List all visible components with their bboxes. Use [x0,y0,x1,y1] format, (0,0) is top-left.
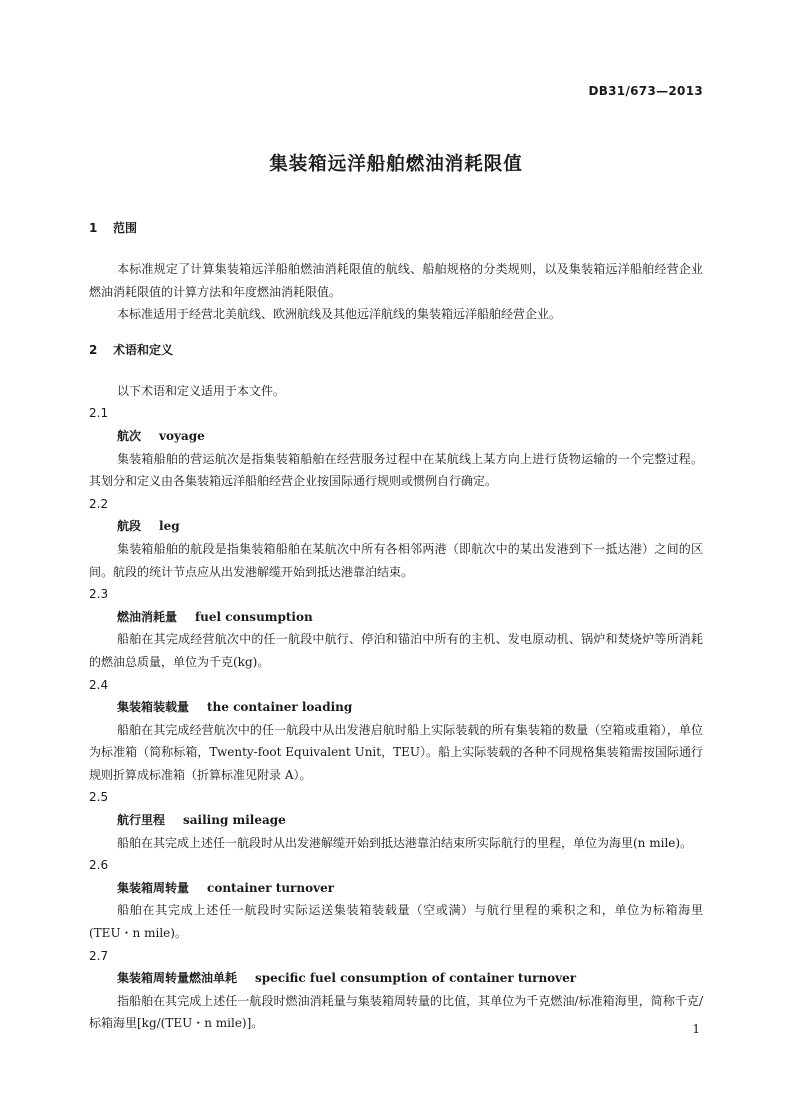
clause-number: 2.2 [89,496,109,511]
term-zh: 集装箱周转量 [117,880,190,895]
section-number: 1 [89,221,98,235]
term-heading [89,809,703,832]
term-zh: 集装箱周转量燃油单耗 [117,971,238,986]
term-entry-2-6 [89,854,703,944]
term-entry-2-1 [89,402,703,492]
term-heading [89,515,703,538]
term-entry-2-4 [89,674,703,787]
term-heading [89,606,703,629]
term-entry-2-3 [89,583,703,673]
clause-number: 2.5 [89,790,109,805]
page-number: 1 [692,1022,700,1036]
section-heading-scope [89,220,703,236]
term-definition: 船舶在其完成上述任一航段时实际运送集装箱装载量（空或满）与航行里程的乘积之和，单位为标箱海里(TEU・n mile)。 [89,903,703,941]
term-en: the container loading [207,700,353,715]
term-entry-2-5 [89,786,703,854]
term-zh: 燃油消耗量 [117,609,178,624]
scope-paragraph-1: 本标准规定了计算集装箱远洋船舶燃油消耗限值的航线、船舶规格的分类规则，以及集装箱远洋船舶经营企业燃油消耗限值的计算方法和年度燃油消耗限值。 [89,262,703,299]
term-entry-2-2 [89,493,703,583]
term-zh: 航行里程 [117,813,166,828]
section-title: 术语和定义 [113,342,174,357]
term-zh: 集装箱装载量 [117,700,190,715]
section-title: 范围 [113,221,138,235]
clause-number: 2.6 [89,858,109,873]
term-en: voyage [159,428,205,443]
term-en: container turnover [207,880,335,895]
term-definition: 集装箱船舶的营运航次是指集装箱船舶在经营服务过程中在某航线上某方向上进行货物运输的一个完整过程。其划分和定义由各集装箱远洋船舶经营企业按国际通行规则或惯例自行确定。 [89,451,703,489]
term-zh: 航次 [117,428,142,443]
term-definition: 集装箱船舶的航段是指集装箱船舶在某航次中所有各相邻两港（即航次中的某出发港到下一抵达港）之间的区间。航段的统计节点应从出发港解缆开始到抵达港靠泊结束。 [89,541,703,579]
term-heading [89,425,703,448]
term-zh: 航段 [117,519,142,534]
terms-intro: 以下术语和定义适用于本文件。 [117,383,286,398]
clause-number: 2.7 [89,948,109,963]
term-en: leg [159,519,180,534]
term-en: fuel consumption [195,609,313,624]
clause-number: 2.3 [89,587,109,602]
term-heading [89,967,703,990]
term-definition: 船舶在其完成上述任一航段时从出发港解缆开始到抵达港靠泊结束所实际航行的里程，单位为海里(n mile)。 [117,835,693,850]
term-en: specific fuel consumption of container turnover [255,971,577,986]
standard-code: DB31/673—2013 [588,84,703,98]
scope-paragraph-2: 本标准适用于经营北美航线、欧洲航线及其他远洋航线的集装箱远洋船舶经营企业。 [117,307,562,322]
page-title: 集装箱远洋船舶燃油消耗限值 [269,154,523,175]
term-definition: 船舶在其完成经营航次中的任一航段中从出发港启航时船上实际装载的所有集装箱的数量（空箱或重箱），单位为标准箱（简称标箱，Twenty-foot Equivalent Unit，TEU）。船上实际装载的各种不同规格集装箱需按国际通行规则折算成标准箱（折算标准见附录 A）。 [89,722,703,782]
section-heading-terms [89,342,703,358]
document-body [89,220,703,1035]
section-number: 2 [89,342,98,357]
clause-number: 2.1 [89,406,109,421]
term-heading [89,877,703,900]
term-definition: 船舶在其完成经营航次中的任一航段中航行、停泊和锚泊中所有的主机、发电原动机、锅炉和焚烧炉等所消耗的燃油总质量，单位为千克(kg)。 [89,632,703,669]
term-en: sailing mileage [183,813,286,828]
term-definition: 指船舶在其完成上述任一航段时燃油消耗量与集装箱周转量的比值，其单位为千克燃油/标准箱海里，简称千克/标箱海里[kg/(TEU・n mile)]。 [89,993,703,1031]
clause-number: 2.4 [89,677,109,692]
term-entry-2-7 [89,945,703,1035]
term-heading [89,696,703,719]
